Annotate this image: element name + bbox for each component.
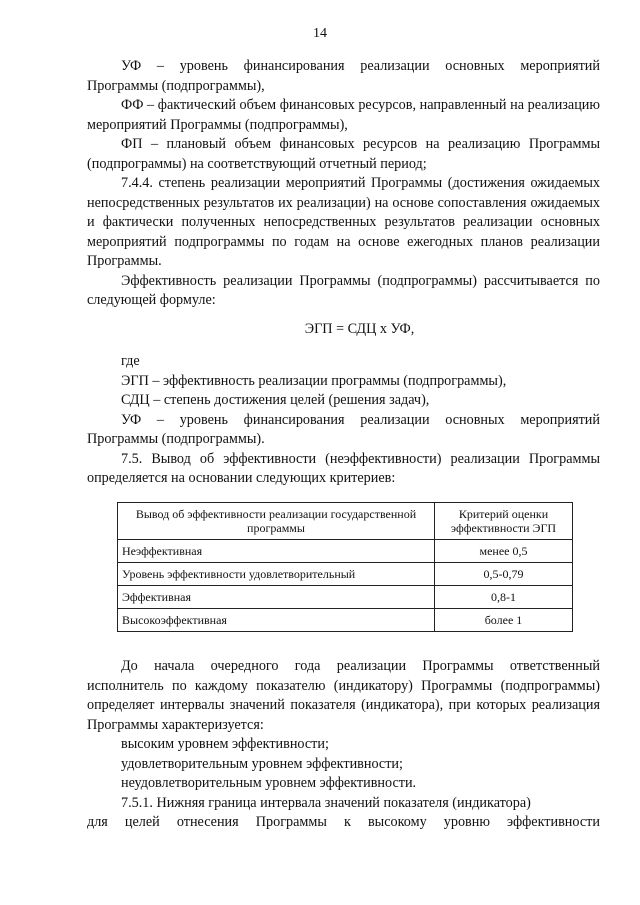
def-uf: УФ – уровень финансирования реализации основных мероприятий Программы (подпрограммы), [87,58,600,94]
table-row [118,609,573,632]
clause-7-5-1: 7.5.1. Нижняя граница интервала значений показателя (индикатора) [121,794,531,811]
def-uf-2: УФ – уровень финансирования реализации основных мероприятий Программы (подпрограммы). [87,411,600,447]
table-cell-criterion: менее 0,5 [435,540,573,563]
formula-block [87,320,600,340]
word: Программы [255,814,327,830]
word: целей [124,814,160,830]
table-header-conclusion: Вывод об эффективности реализации государственной программы [118,503,435,540]
table-header-row [118,503,573,540]
table-cell-conclusion: Эффективная [118,586,435,609]
criteria-table [117,502,573,632]
level-item: высоким уровнем эффективности; [121,736,329,752]
def-ff: ФФ – фактический объем финансовых ресурсов, направленный на реализацию мероприятий Программы (подпрограммы), [87,97,600,133]
table-header-criterion: Критерий оценки эффективности ЭГП [435,503,573,540]
clause-7-4-4: 7.4.4. степень реализации мероприятий Программы (достижения ожидаемых непосредственных результатов их реализации) на основе сопоставления ожидаемых и фактически полученных непосредственных результатов реализации основных мероприятий подпрограммы по годам на основе ежегодных планов реализации Программы. [87,175,600,269]
table-cell-conclusion: Высокоэффективная [118,609,435,632]
table-cell-criterion: более 1 [435,609,573,632]
level-item: неудовлетворительным уровнем эффективности. [121,775,417,791]
level-item: удовлетворительным уровнем эффективности; [121,755,403,772]
word: эффективности [507,814,600,830]
table-cell-conclusion: Уровень эффективности удовлетворительный [118,563,435,586]
table-cell-criterion: 0,8-1 [435,586,573,609]
table-row [118,540,573,563]
after-table-block [87,657,600,833]
clause-7-5-1-continuation [87,813,600,833]
word: высокому [367,814,427,830]
formula-definitions [87,352,600,489]
def-fp: ФП – плановый объем финансовых ресурсов на реализацию Программы (подпрограммы) на соответствующий отчетный период; [87,136,600,172]
definitions-block [87,57,600,311]
page-number: 14 [313,26,327,41]
table-row [118,563,573,586]
word: уровню [443,814,490,830]
word: к [343,814,351,830]
formula-intro: Эффективность реализации Программы (подпрограммы) рассчитывается по следующей формуле: [87,272,600,308]
def-sdc: СДЦ – степень достижения целей (решения задач), [121,392,430,408]
table-cell-conclusion: Неэффективная [118,540,435,563]
table-cell-criterion: 0,5-0,79 [435,563,573,586]
where-label: где [121,353,140,369]
interval-paragraph: До начала очередного года реализации Программы ответственный исполнитель по каждому показателю (индикатору) Программы (подпрограммы) определяет интервалы значений показателя (индикатора), при которых реализация Программы характеризуется: [87,658,600,733]
word: для [87,814,108,830]
table-row [118,586,573,609]
word: отнесения [176,814,239,830]
clause-7-5: 7.5. Вывод об эффективности (неэффективности) реализации Программы определяется на основании следующих критериев: [87,450,600,486]
def-egp: ЭГП – эффективность реализации программы (подпрограммы), [121,372,507,389]
formula: ЭГП = СДЦ х УФ, [304,321,415,337]
